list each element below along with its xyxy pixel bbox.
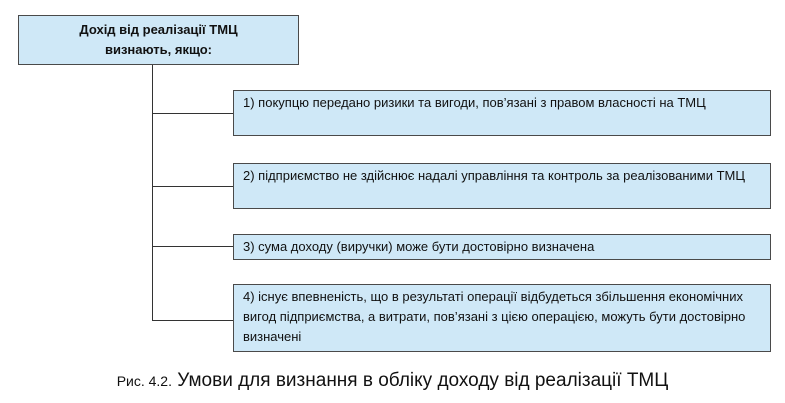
root-box xyxy=(18,15,299,65)
condition-box-4: 4) існує впевненість, що в результаті операції відбудеться збільшення економічних вигод підприємства, а витрати, пов’язані з цією операцією, можуть бути достовірно визначені xyxy=(233,284,771,352)
root-title-line-2: визнають, якщо: xyxy=(104,42,213,57)
connector-branch-3 xyxy=(152,246,233,247)
condition-box-2: 2) підприємство не здійснює надалі управління та контроль за реалізованими ТМЦ xyxy=(233,163,771,209)
condition-box-1: 1) покупцю передано ризики та вигоди, пов’язані з правом власності на ТМЦ xyxy=(233,90,771,136)
connector-branch-4 xyxy=(152,320,233,321)
figure-caption xyxy=(0,370,785,392)
figure-label: Рис. 4.2. xyxy=(116,373,172,389)
root-title-line-1: Дохід від реалізації ТМЦ xyxy=(79,22,238,37)
figure-title: Умови для визнання в обліку доходу від реалізації ТМЦ xyxy=(177,370,669,391)
connector-branch-2 xyxy=(152,186,233,187)
condition-box-3: 3) сума доходу (виручки) може бути достовірно визначена xyxy=(233,234,771,260)
connector-trunk xyxy=(152,65,153,321)
connector-branch-1 xyxy=(152,113,233,114)
